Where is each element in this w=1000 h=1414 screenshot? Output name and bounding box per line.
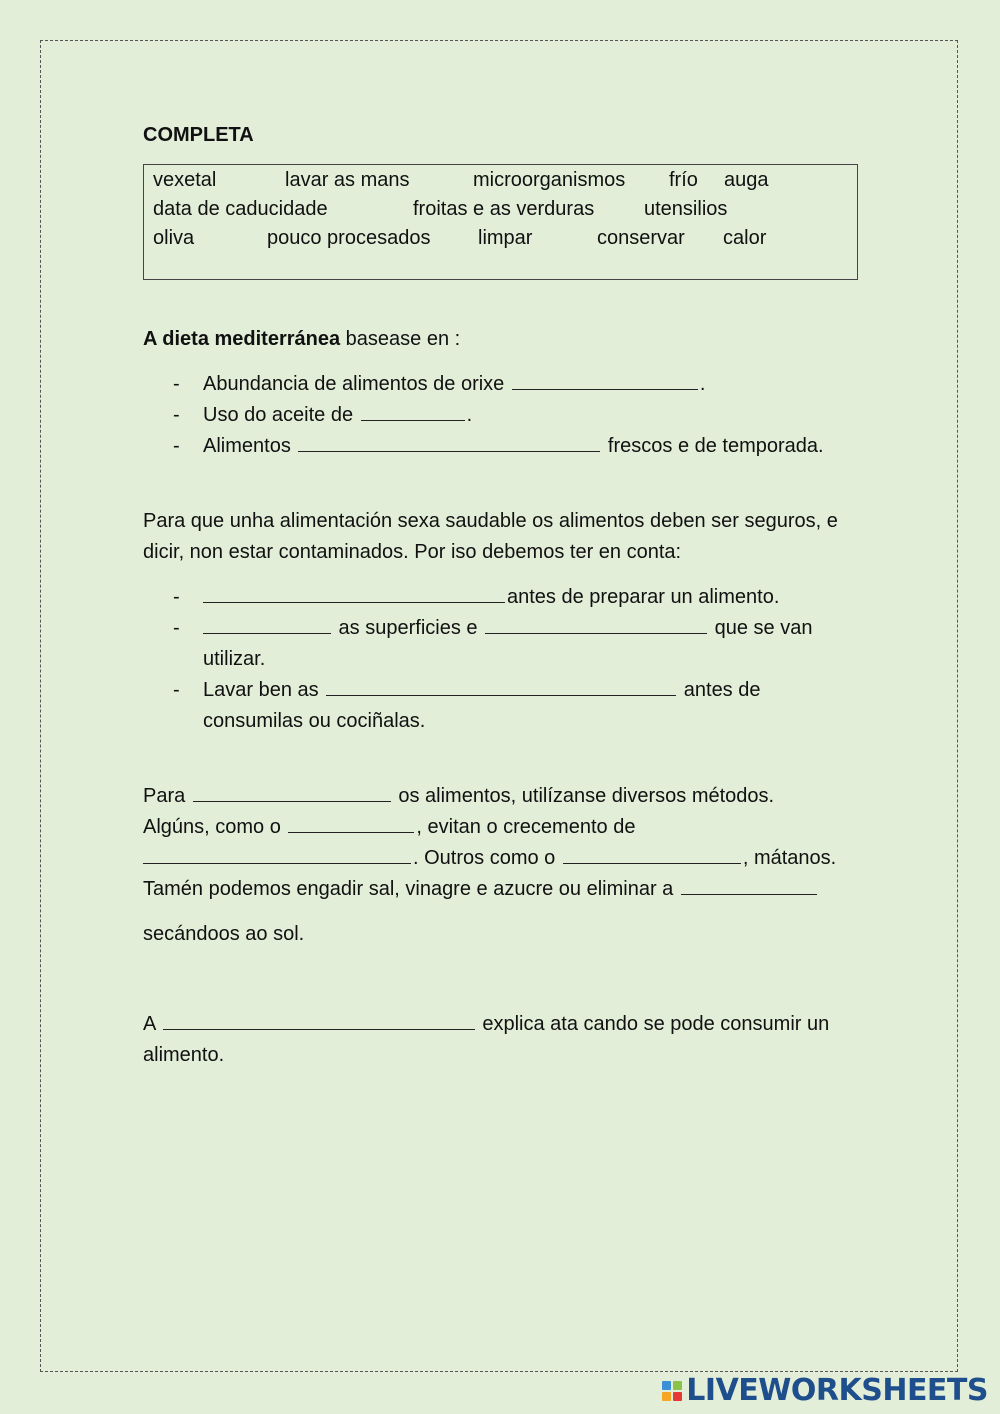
word-bank-word: froitas e as verduras	[413, 198, 595, 220]
liveworksheets-logo[interactable]	[662, 1373, 988, 1408]
word-bank-row	[153, 195, 848, 224]
seguridade-intro: Para que unha alimentación sexa saudable os alimentos deben ser seguros, e dicir, non estar contaminados. Por iso debemos ter en conta:	[143, 510, 838, 563]
list-item: - Abundancia de alimentos de orixe .	[143, 369, 858, 400]
conservacion-paragraph	[143, 781, 858, 950]
word-bank-word: frío	[669, 169, 698, 191]
answer-blank[interactable]	[326, 675, 676, 696]
answer-blank[interactable]	[298, 431, 600, 452]
answer-blank[interactable]	[485, 613, 707, 634]
seguridade-list	[143, 582, 858, 737]
text-line	[143, 1009, 858, 1040]
item-text: Lavar ben as	[203, 679, 325, 701]
item-text: .	[699, 373, 706, 395]
list-item: - Lavar ben as antes de consumilas ou cociñalas.	[143, 675, 858, 737]
word-bank-word: conservar	[597, 227, 685, 249]
item-text: A	[143, 1013, 161, 1035]
answer-blank[interactable]	[163, 1009, 475, 1030]
item-text: explica ata cando se pode consumir un	[476, 1013, 830, 1035]
item-text: , mátanos.	[742, 847, 837, 869]
text-line	[143, 812, 858, 843]
text-line	[143, 781, 858, 812]
word-bank-word: oliva	[153, 227, 195, 249]
answer-blank[interactable]	[203, 613, 331, 634]
item-text: consumilas ou cociñalas.	[203, 710, 426, 732]
word-bank-row	[153, 166, 848, 195]
word-bank-word: data de caducidade	[153, 198, 328, 220]
word-bank-word: auga	[724, 169, 769, 191]
answer-blank[interactable]	[563, 843, 741, 864]
item-text: Uso do aceite de	[203, 404, 359, 426]
item-text: Abundancia de alimentos de orixe	[203, 373, 510, 395]
item-text: , evitan o crecemento de	[416, 816, 636, 838]
dieta-intro	[143, 324, 858, 355]
word-bank-word: pouco procesados	[267, 227, 431, 249]
list-item: - Uso do aceite de .	[143, 400, 858, 431]
worksheet-title: COMPLETA	[143, 124, 254, 146]
word-bank	[143, 164, 858, 280]
word-bank-row	[153, 224, 848, 253]
word-bank-word: utensilios	[644, 198, 728, 220]
liveworksheets-logo-icon	[662, 1381, 682, 1401]
answer-blank[interactable]	[193, 781, 391, 802]
answer-blank[interactable]	[203, 582, 505, 603]
text-line	[143, 874, 858, 905]
answer-blank[interactable]	[681, 874, 817, 895]
item-text: utilizar.	[203, 648, 266, 670]
answer-blank[interactable]	[361, 400, 465, 421]
item-text: as superficies e	[333, 617, 484, 639]
word-bank-word: microorganismos	[473, 169, 626, 191]
word-bank-word: vexetal	[153, 169, 217, 191]
list-item: - antes de preparar un alimento.	[143, 582, 858, 613]
list-item: - Alimentos frescos e de temporada.	[143, 431, 858, 462]
text-line	[143, 843, 858, 874]
dieta-intro-bold: A dieta mediterránea	[143, 328, 341, 350]
item-text: Alimentos	[203, 435, 297, 457]
word-bank-word: lavar as mans	[285, 169, 410, 191]
item-text: frescos e de temporada.	[602, 435, 824, 457]
text-line: secándoos ao sol.	[143, 923, 305, 945]
worksheet-content	[143, 120, 858, 1071]
item-text: Para	[143, 785, 191, 807]
word-bank-word: calor	[723, 227, 767, 249]
item-text: Tamén podemos engadir sal, vinagre e azucre ou eliminar a	[143, 878, 679, 900]
text-line: alimento.	[143, 1044, 225, 1066]
dieta-list	[143, 369, 858, 462]
item-text: .	[466, 404, 473, 426]
item-text: os alimentos, utilízanse diversos métodos.	[392, 785, 775, 807]
answer-blank[interactable]	[143, 843, 411, 864]
item-text: antes de	[678, 679, 761, 701]
item-text: antes de preparar un alimento.	[507, 586, 780, 608]
list-item: - as superficies e que se van utilizar.	[143, 613, 858, 675]
word-bank-word: limpar	[478, 227, 533, 249]
caducidade-paragraph	[143, 1009, 858, 1071]
answer-blank[interactable]	[288, 812, 414, 833]
item-text: que se van	[709, 617, 813, 639]
logo-text: LIVEWORKSHEETS	[686, 1373, 988, 1408]
answer-blank[interactable]	[512, 369, 698, 390]
item-text: Algúns, como o	[143, 816, 287, 838]
dieta-intro-rest: basease en :	[340, 328, 461, 350]
item-text: . Outros como o	[413, 847, 561, 869]
